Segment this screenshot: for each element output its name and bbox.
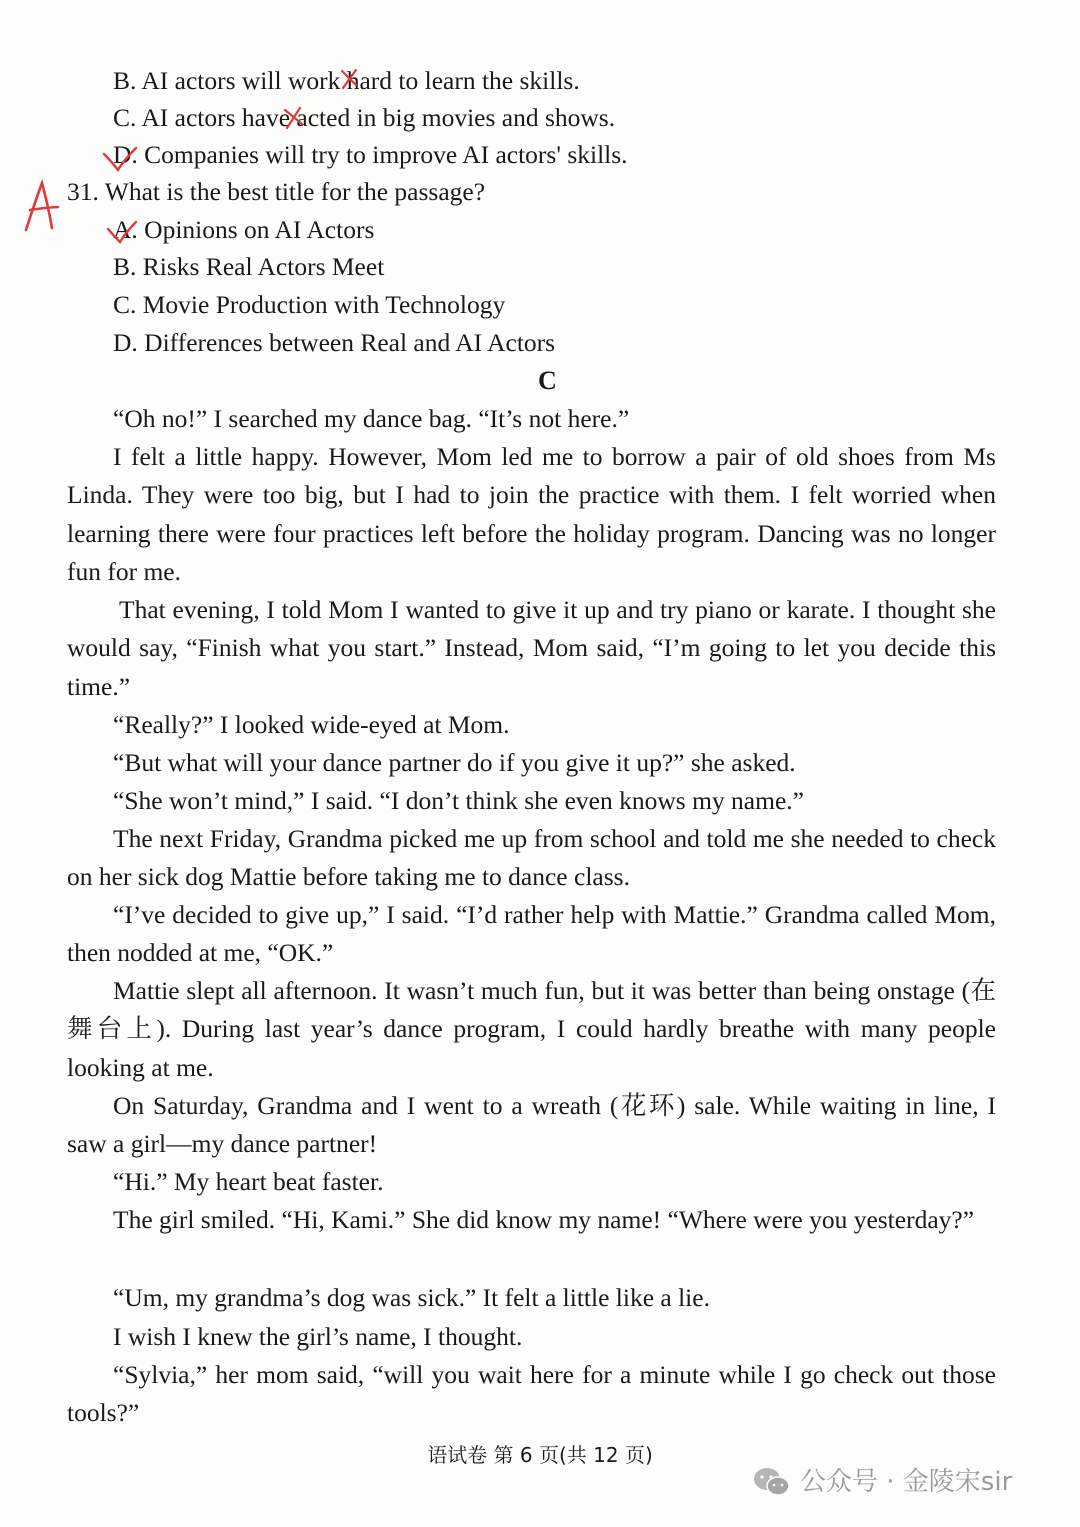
paragraph: The girl smiled. “Hi, Kami.” She did know my name! “Where were you yesterday?”: [113, 1205, 975, 1234]
paragraph: “Really?” I looked wide-eyed at Mom.: [113, 710, 510, 739]
cross-mark-icon: [342, 70, 356, 88]
option-b-prev: B. AI actors will work hard to learn the skills.: [113, 66, 580, 95]
paragraph: “Oh no!” I searched my dance bag. “It’s not here.”: [113, 404, 630, 433]
wechat-logo-icon: [752, 1466, 792, 1498]
paragraph: I felt a little happy. However, Mom led me to borrow a pair of old shoes from Ms Linda. They were too big, but I had to join the practice with them. I felt worried when learning there were four practices left before the holiday program. Dancing was no longer fun for me.: [67, 442, 996, 586]
paragraph: “Um, my grandma’s dog was sick.” It felt a little like a lie.: [113, 1283, 710, 1312]
question-31-option-c: C. Movie Production with Technology: [113, 290, 506, 319]
paragraph: “But what will your dance partner do if you give it up?” she asked.: [113, 748, 796, 777]
cross-mark-icon: [285, 108, 302, 128]
paragraph: On Saturday, Grandma and I went to a wreath (花环) sale. While waiting in line, I saw a girl—my dance partner!: [67, 1091, 996, 1159]
question-31-stem: 31. What is the best title for the passage?: [67, 177, 486, 206]
paragraph: “Hi.” My heart beat faster.: [113, 1167, 384, 1196]
paragraph: “Sylvia,” her mom said, “will you wait here for a minute while I go check out those tools?”: [67, 1360, 996, 1428]
check-mark-icon: [104, 148, 136, 170]
paragraph: “I’ve decided to give up,” I said. “I’d rather help with Mattie.” Grandma called Mom, then nodded at me, “OK.”: [67, 900, 996, 968]
paragraph: “She won’t mind,” I said. “I don’t think she even knows my name.”: [113, 786, 804, 815]
paragraph: That evening, I told Mom I wanted to give it up and try piano or karate. I thought she would say, “Finish what you start.” Instead, Mom said, “I’m going to let you decide this time.”: [67, 595, 996, 701]
watermark-text: 公众号 · 金陵宋sir: [800, 1467, 1013, 1497]
page-footer: 语试卷 第 6 页(共 12 页): [427, 1443, 653, 1467]
paragraph: I wish I knew the girl’s name, I thought.: [113, 1322, 523, 1351]
question-31-option-b: B. Risks Real Actors Meet: [113, 252, 385, 281]
paragraph: The next Friday, Grandma picked me up from school and told me she needed to check on her sick dog Mattie before taking me to dance class.: [67, 824, 996, 892]
paragraph: Mattie slept all afternoon. It wasn’t much fun, but it was better than being onstage (在舞台上). During last year’s dance program, I could hardly breathe with many people looking at me.: [67, 976, 996, 1082]
handwritten-answer-icon: [26, 183, 58, 230]
option-c-prev: C. AI actors have acted in big movies and shows.: [113, 103, 616, 132]
check-mark-icon: [108, 222, 136, 242]
pen-annotations: [0, 0, 1080, 400]
section-title: C: [538, 366, 557, 395]
question-31-option-a: A. Opinions on AI Actors: [113, 215, 375, 244]
question-31-option-d: D. Differences between Real and AI Actors: [113, 328, 556, 357]
option-d-prev: D. Companies will try to improve AI actors' skills.: [113, 140, 628, 169]
